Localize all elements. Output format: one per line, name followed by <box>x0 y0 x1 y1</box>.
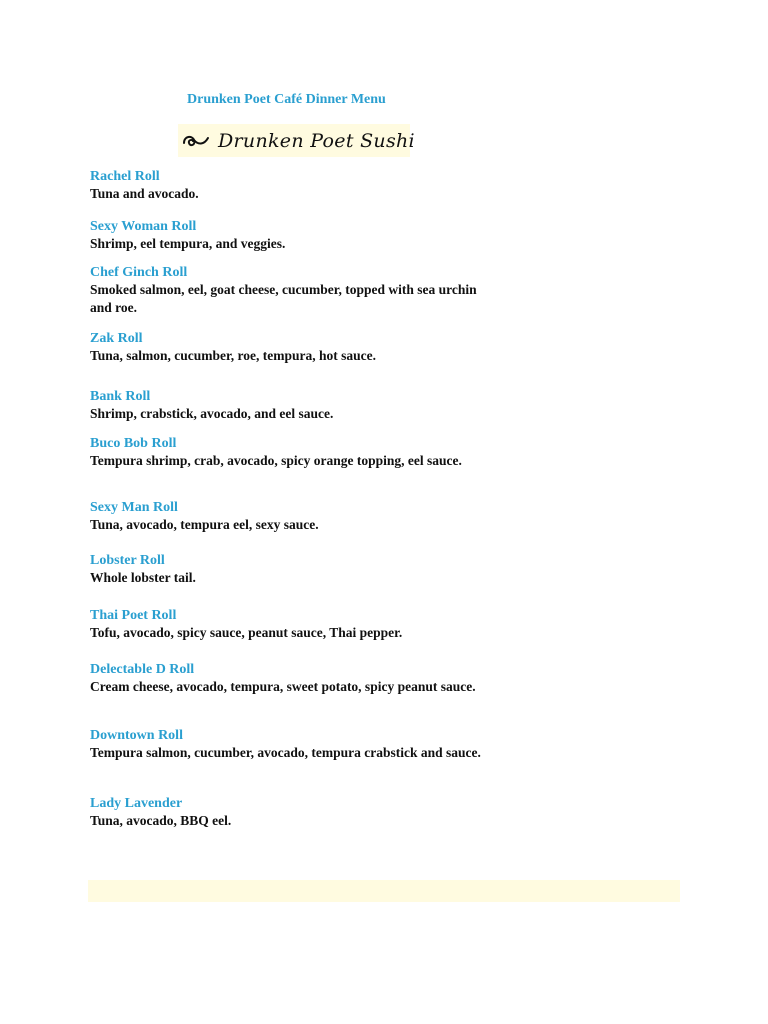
menu-item-sexy-woman-roll <box>90 218 490 253</box>
menu-item-zak-roll <box>90 330 490 365</box>
logo <box>178 124 415 157</box>
menu-item-lady-lavender <box>90 795 490 830</box>
swirl-ornament-icon <box>182 131 210 151</box>
menu-item-chef-ginch-roll <box>90 264 490 317</box>
item-description: Cream cheese, avocado, tempura, sweet potato, spicy peanut sauce. <box>90 679 476 694</box>
item-name: Sexy Woman Roll <box>90 219 197 234</box>
item-name: Lady Lavender <box>90 796 183 811</box>
item-description: Tuna and avocado. <box>90 186 199 201</box>
item-description: Tempura salmon, cucumber, avocado, tempura crabstick and sauce. <box>90 745 481 760</box>
item-name: Delectable D Roll <box>90 662 195 677</box>
item-name: Zak Roll <box>90 331 143 346</box>
item-description: Tuna, salmon, cucumber, roe, tempura, hot sauce. <box>90 348 377 363</box>
item-name: Chef Ginch Roll <box>90 265 188 280</box>
logo-text: Drunken Poet Sushi <box>218 129 415 152</box>
menu-item-delectable-d-roll <box>90 661 490 696</box>
item-name: Lobster Roll <box>90 553 165 568</box>
menu-item-sexy-man-roll <box>90 499 490 534</box>
item-description: Tuna, avocado, tempura eel, sexy sauce. <box>90 517 319 532</box>
item-name: Rachel Roll <box>90 169 160 184</box>
page-title: Drunken Poet Café Dinner Menu <box>187 92 386 107</box>
menu-item-bank-roll <box>90 388 490 423</box>
menu-item-lobster-roll <box>90 552 490 587</box>
item-description: Shrimp, crabstick, avocado, and eel sauce. <box>90 406 334 421</box>
item-name: Thai Poet Roll <box>90 608 177 623</box>
menu-item-rachel-roll <box>90 168 490 203</box>
menu-item-thai-poet-roll <box>90 607 490 642</box>
item-description: Tempura shrimp, crab, avocado, spicy orange topping, eel sauce. <box>90 453 462 468</box>
item-name: Sexy Man Roll <box>90 500 178 515</box>
item-description: Smoked salmon, eel, goat cheese, cucumber, topped with sea urchin and roe. <box>90 282 477 315</box>
item-description: Tuna, avocado, BBQ eel. <box>90 813 232 828</box>
menu-item-buco-bob-roll <box>90 435 490 470</box>
item-name: Buco Bob Roll <box>90 436 177 451</box>
item-name: Downtown Roll <box>90 728 183 743</box>
footer-highlight-band <box>88 880 680 902</box>
item-description: Shrimp, eel tempura, and veggies. <box>90 236 286 251</box>
item-description: Tofu, avocado, spicy sauce, peanut sauce, Thai pepper. <box>90 625 403 640</box>
item-description: Whole lobster tail. <box>90 570 196 585</box>
item-name: Bank Roll <box>90 389 151 404</box>
menu-item-downtown-roll <box>90 727 490 762</box>
